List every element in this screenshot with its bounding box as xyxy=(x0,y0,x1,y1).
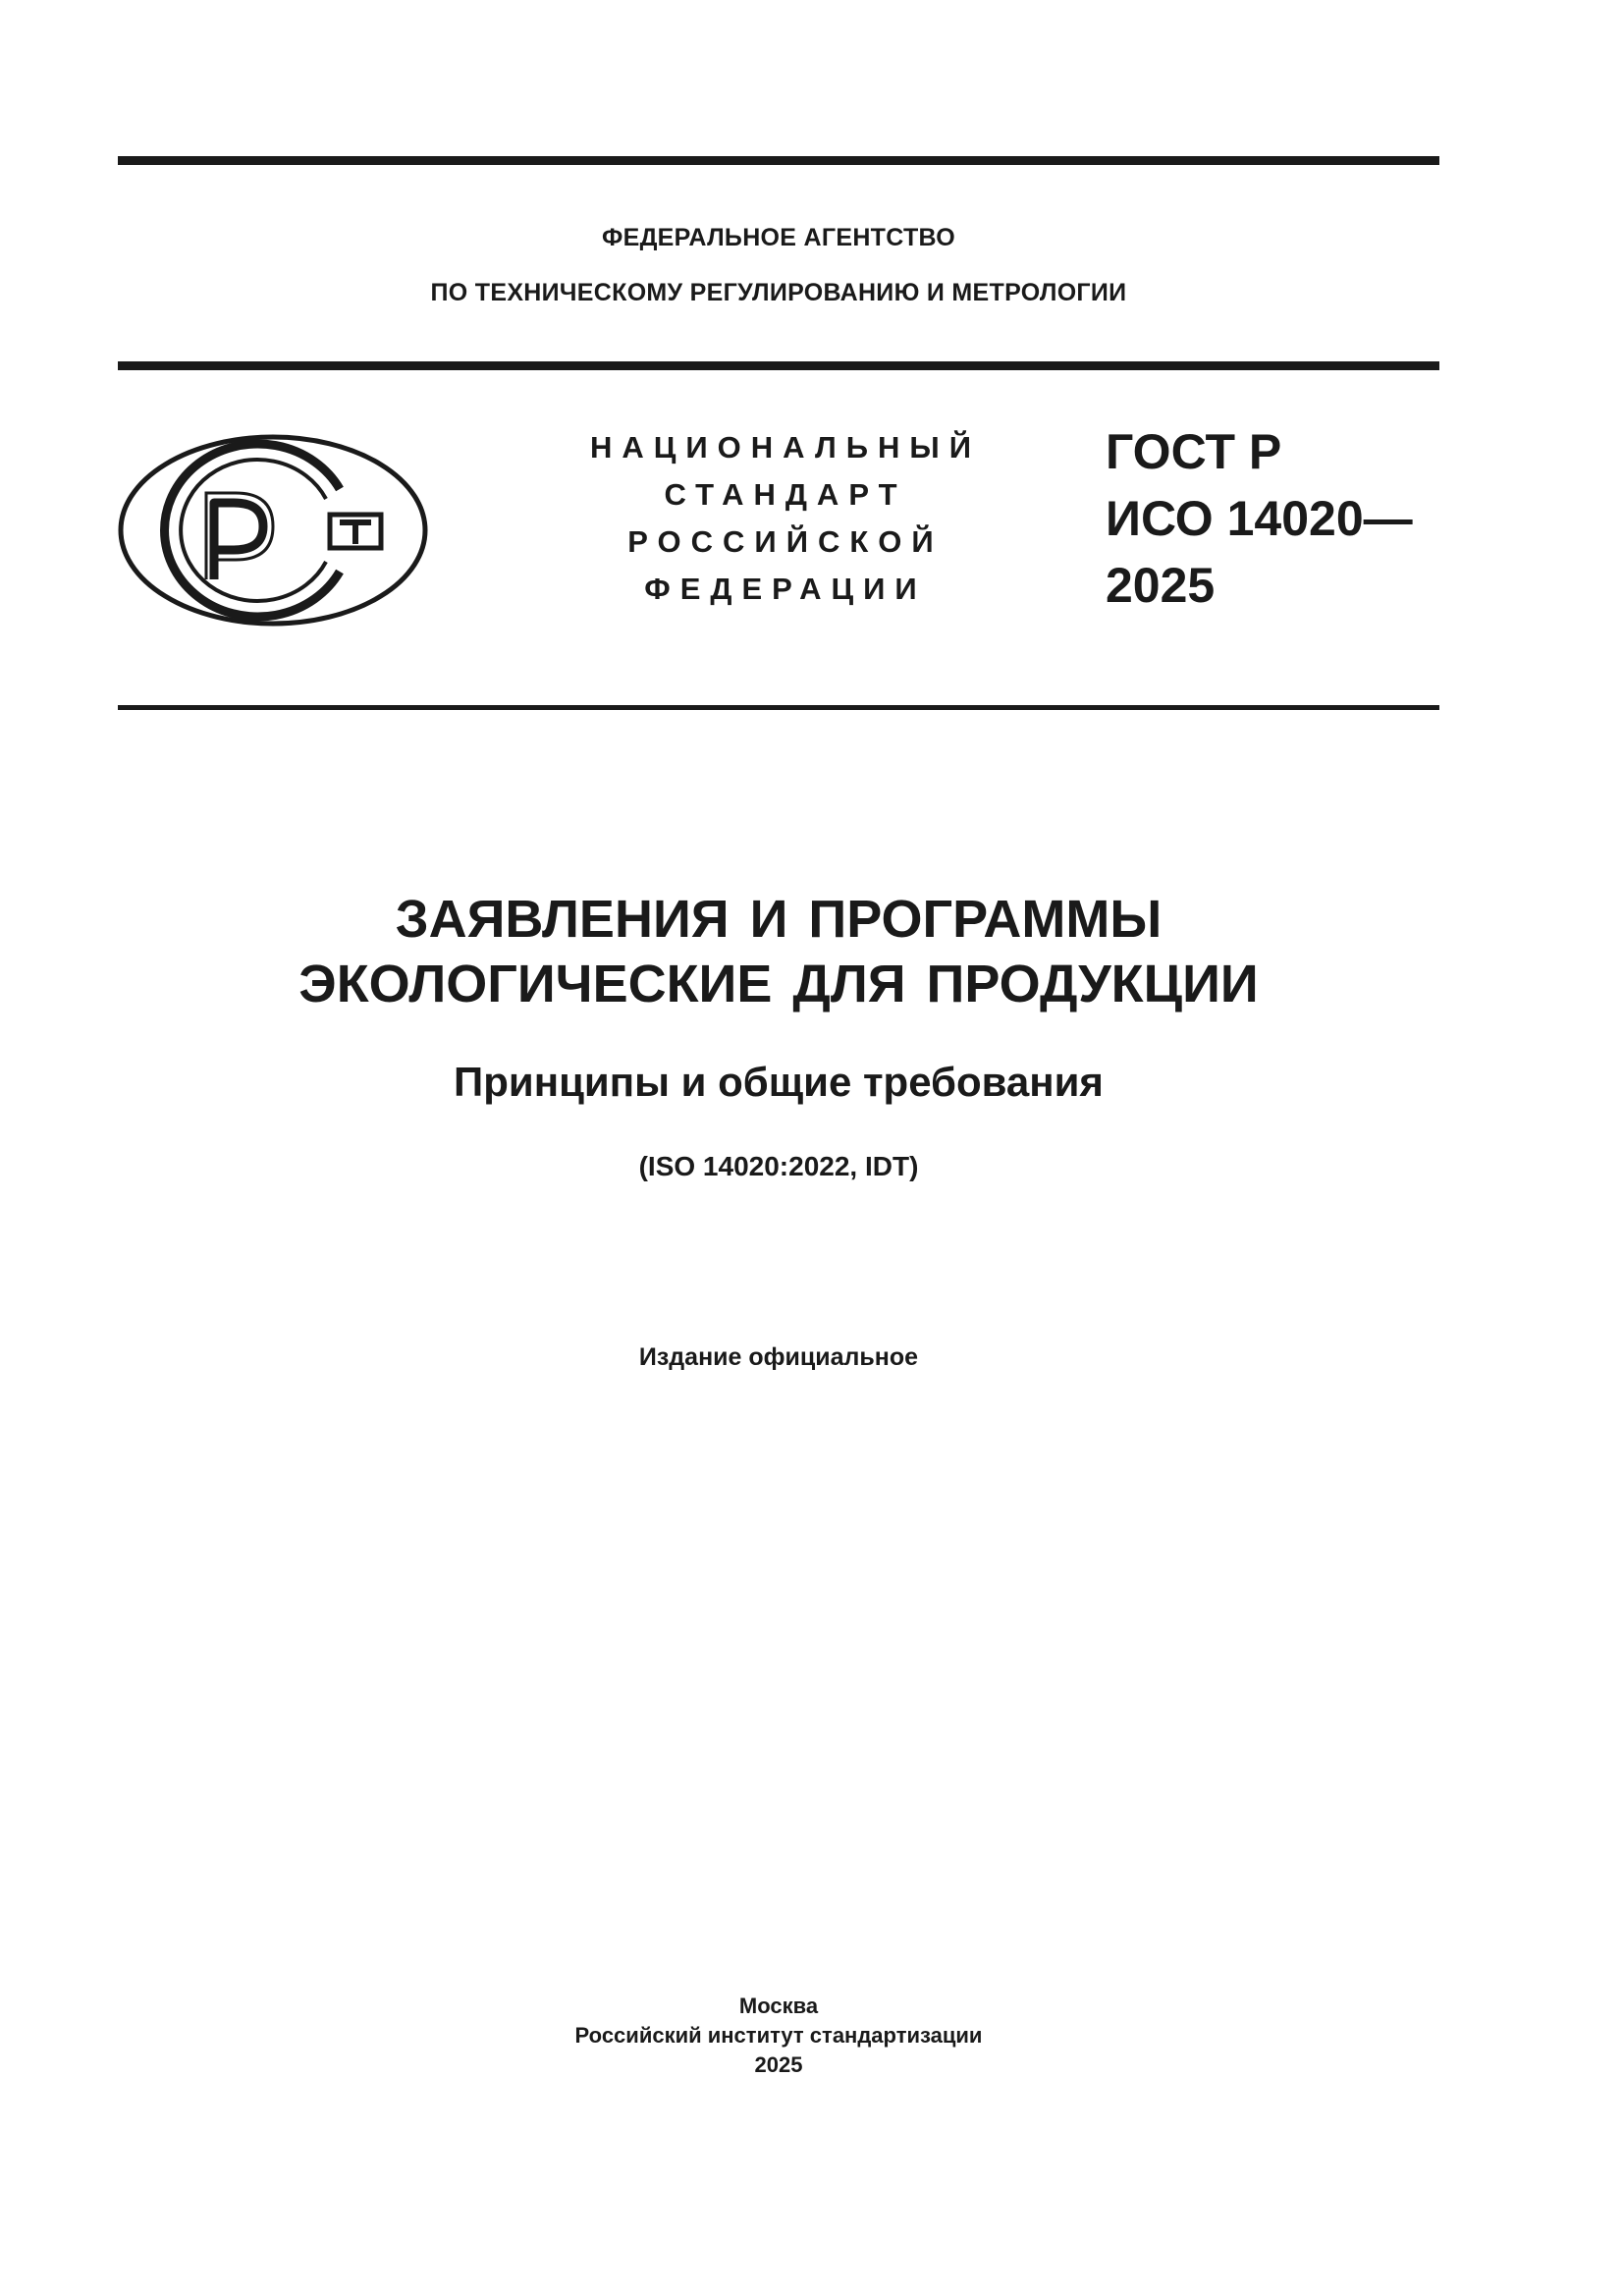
standard-designation xyxy=(1106,418,1413,619)
national-line-2: СТАНДАРТ xyxy=(664,477,907,512)
document-subtitle: Принципы и общие требования xyxy=(454,1059,1104,1105)
header-bottom-rule xyxy=(118,361,1439,370)
imprint xyxy=(118,1992,1439,2080)
agency-line-1: ФЕДЕРАЛЬНОЕ АГЕНТСТВО xyxy=(601,224,956,251)
top-rule xyxy=(118,156,1439,165)
designation-line-3: 2025 xyxy=(1106,558,1216,613)
standard-block-bottom-rule xyxy=(118,705,1439,710)
document-title xyxy=(118,887,1439,1016)
national-line-4: ФЕДЕРАЦИИ xyxy=(644,572,927,606)
designation-line-2: ИСО 14020— xyxy=(1106,491,1413,546)
national-line-1: НАЦИОНАЛЬНЫЙ xyxy=(589,430,982,465)
title-line-2: ЭКОЛОГИЧЕСКИЕ ДЛЯ ПРОДУКЦИИ xyxy=(298,955,1259,1013)
rst-certification-mark-icon xyxy=(116,432,430,629)
edition-label: Издание официальное xyxy=(638,1343,919,1371)
national-line-3: РОССИЙСКОЙ xyxy=(627,524,944,559)
title-line-1: ЗАЯВЛЕНИЯ И ПРОГРАММЫ xyxy=(395,890,1163,949)
national-standard-label xyxy=(530,424,1041,613)
imprint-year: 2025 xyxy=(754,2052,803,2077)
imprint-city: Москва xyxy=(738,1994,819,2018)
imprint-publisher: Российский институт стандартизации xyxy=(574,2023,983,2048)
agency-line-2: ПО ТЕХНИЧЕСКОМУ РЕГУЛИРОВАНИЮ И МЕТРОЛОГИИ xyxy=(430,279,1127,306)
designation-line-1: ГОСТ Р xyxy=(1106,424,1282,479)
iso-reference: (ISO 14020:2022, IDT) xyxy=(638,1151,919,1181)
